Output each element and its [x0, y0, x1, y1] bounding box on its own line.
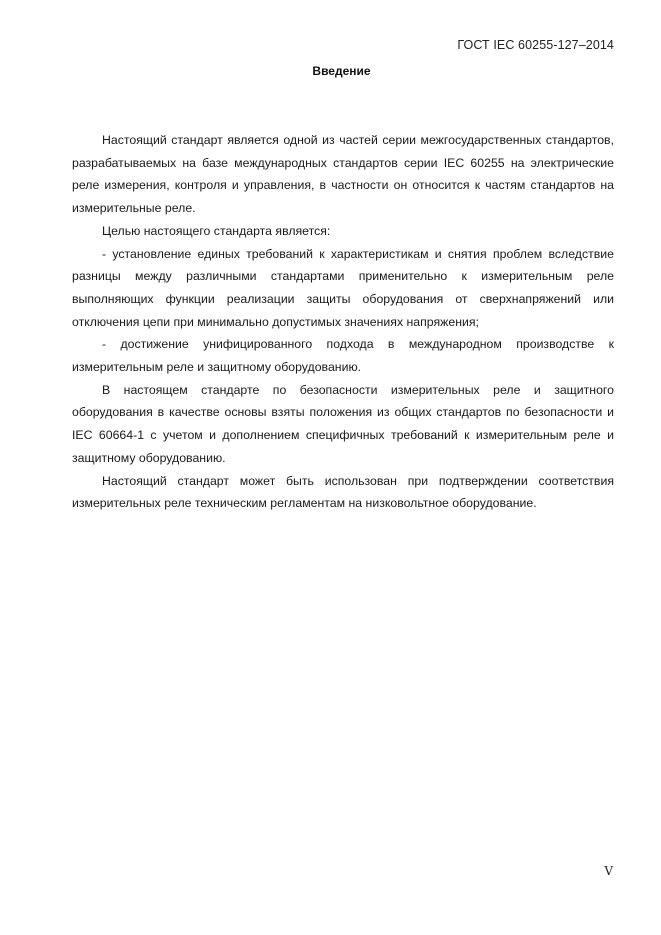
- paragraph-scope: Настоящий стандарт является одной из частей серии межгосударственных стандартов, разрабатываемых на базе международных стандартов серии IEC 60255 на электрические реле измерения, контроля и управления, в частности он относится к частям стандартов на измерительные реле.: [72, 133, 614, 216]
- body-text: [72, 129, 614, 515]
- paragraph-purpose-intro: Целью настоящего стандарта является:: [102, 223, 331, 238]
- paragraph-purpose-item-1: - установление единых требований к характеристикам и снятия проблем вследствие разницы между различными стандартами применительно к измерительным реле выполняющих функции реализации защиты оборудования от сверхнапряжений или отключения цепи при минимально допустимых значениях напряжения;: [72, 246, 614, 329]
- paragraph-conformity: Настоящий стандарт может быть использован при подтверждении соответствия измерительных реле техническим регламентам на низковольтное оборудование.: [72, 473, 614, 511]
- page-number: V: [604, 864, 613, 878]
- section-title: Введение: [312, 64, 371, 78]
- document-code: ГОСТ IEC 60255-127–2014: [457, 38, 614, 52]
- paragraph-purpose-item-2: - достижение унифицированного подхода в международном производстве к измерительным реле и защитному оборудованию.: [72, 337, 614, 375]
- paragraph-safety-basis: В настоящем стандарте по безопасности измерительных реле и защитного оборудования в качестве основы взяты положения из общих стандартов по безопасности и IEC 60664-1 с учетом и дополнением специфичных требований к измерительным реле и защитному оборудованию.: [72, 382, 614, 465]
